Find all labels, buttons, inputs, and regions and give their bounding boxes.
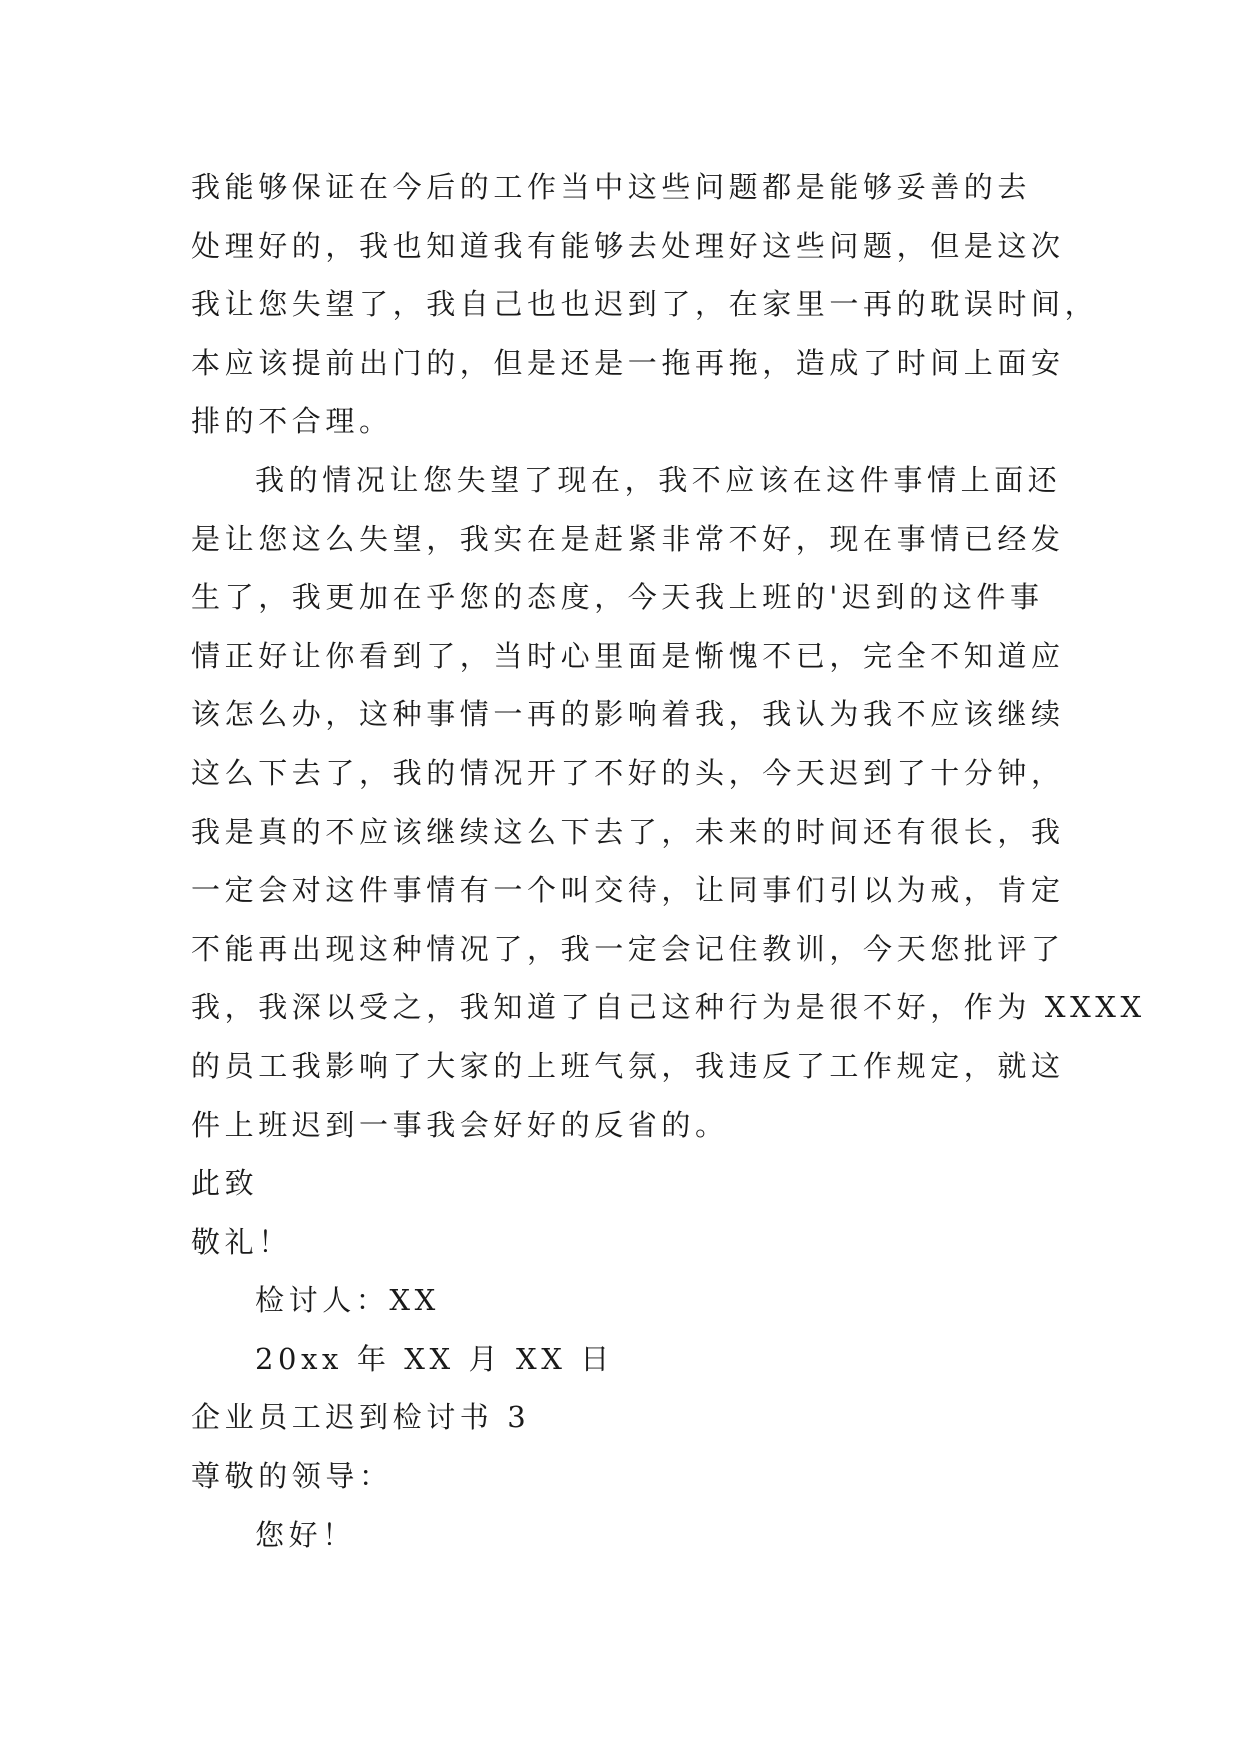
text-line: 这么下去了，我的情况开了不好的头，今天迟到了十分钟， [191,755,1065,790]
text-line: 的员工我影响了大家的上班气氛，我违反了工作规定，就这 [191,1048,1065,1083]
paragraph-start-line: 我的情况让您失望了现在，我不应该在这件事情上面还 [255,462,1062,497]
date-line: 20xx 年 XX 月 XX 日 [255,1341,614,1376]
text-line: 情正好让你看到了，当时心里面是惭愧不已，完全不知道应 [191,638,1065,673]
text-line: 一定会对这件事情有一个叫交待，让同事们引以为戒，肯定 [191,873,1065,908]
closing-regards: 敬礼！ [191,1224,292,1259]
text-line: 不能再出现这种情况了，我一定会记住教训，今天您批评了 [191,931,1065,966]
signature-line: 检讨人：XX [255,1283,440,1318]
text-line: 是让您这么失望，我实在是赶紧非常不好，现在事情已经发 [191,521,1065,556]
text-line: 件上班迟到一事我会好好的反省的。 [191,1107,729,1142]
section-title: 企业员工迟到检讨书 3 [191,1400,531,1435]
text-line: 我，我深以受之，我知道了自己这种行为是很不好，作为 XXXX [191,990,1146,1025]
document-body [191,158,1146,1564]
text-line: 处理好的，我也知道我有能够去处理好这些问题，但是这次 [191,228,1065,263]
text-line: 排的不合理。 [191,404,393,439]
text-line: 我让您失望了，我自己也也迟到了，在家里一再的耽误时间， [191,287,1099,322]
text-line: 我是真的不应该继续这么下去了，未来的时间还有很长，我 [191,814,1065,849]
text-line: 生了，我更加在乎您的态度，今天我上班的'迟到的这件事 [191,580,1044,615]
greeting-line: 您好！ [255,1517,356,1552]
text-line: 该怎么办，这种事情一再的影响着我，我认为我不应该继续 [191,697,1065,732]
closing-salutation: 此致 [191,1166,259,1201]
greeting-recipient: 尊敬的领导： [191,1459,393,1494]
text-line: 我能够保证在今后的工作当中这些问题都是能够妥善的去 [191,170,1032,204]
text-line: 本应该提前出门的，但是还是一拖再拖，造成了时间上面安 [191,345,1065,380]
